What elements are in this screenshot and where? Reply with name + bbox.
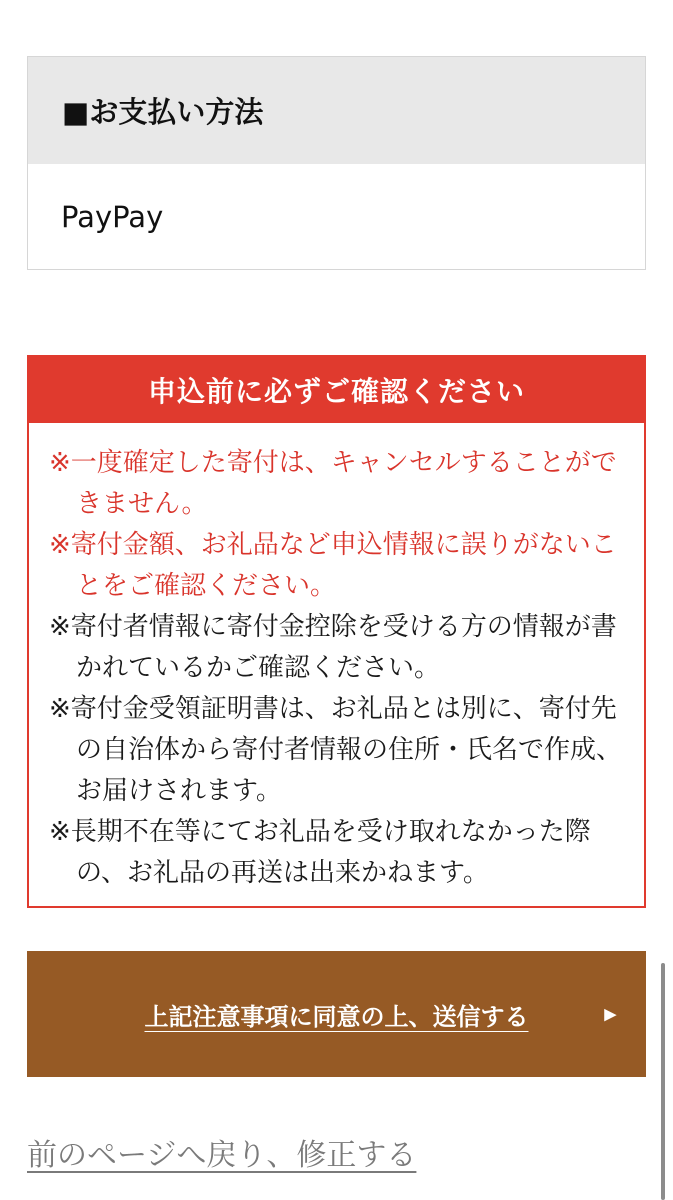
scrollbar-thumb[interactable] bbox=[661, 963, 665, 1200]
back-to-previous-page-link[interactable]: 前のページへ戻り、修正する bbox=[27, 1138, 417, 1173]
confirmation-notice bbox=[27, 355, 646, 908]
payment-method-value: PayPay bbox=[61, 199, 164, 234]
confirmation-notice-title: 申込前に必ずご確認ください bbox=[29, 357, 644, 423]
notice-item-resend: ※長期不在等にてお礼品を受け取れなかった際の、お礼品の再送は出来かねます。 bbox=[49, 817, 591, 888]
notice-item-donor-info: ※寄付者情報に寄付金控除を受ける方の情報が書かれているかご確認ください。 bbox=[49, 612, 617, 683]
payment-method-heading: ■お支払い方法 bbox=[28, 57, 645, 164]
play-arrow-icon: ▶ bbox=[604, 1006, 616, 1023]
notice-item-receipt: ※寄付金受領証明書は、お礼品とは別に、寄付先の自治体から寄付者情報の住所・氏名で作成、お届けされます。 bbox=[49, 694, 623, 806]
notice-item-no-cancel: ※一度確定した寄付は、キャンセルすることができません。 bbox=[49, 448, 617, 519]
agree-and-submit-button[interactable] bbox=[27, 951, 646, 1077]
notice-item-check-info: ※寄付金額、お礼品など申込情報に誤りがないことをご確認ください。 bbox=[49, 530, 617, 601]
submit-button-label: 上記注意事項に同意の上、送信する bbox=[144, 1003, 529, 1031]
notice-list bbox=[29, 423, 644, 894]
payment-method-section bbox=[27, 56, 646, 270]
